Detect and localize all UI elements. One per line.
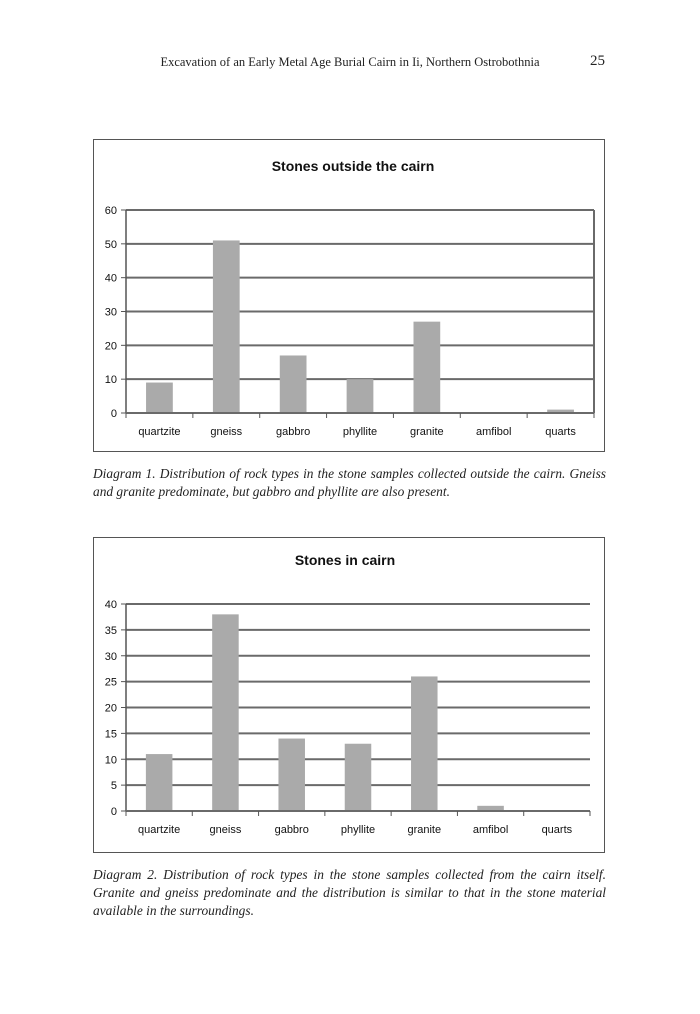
chart-1-title: Stones outside the cairn bbox=[271, 158, 435, 174]
chart-1-ytick-label: 30 bbox=[104, 306, 117, 319]
chart-1-bar bbox=[347, 379, 374, 413]
chart-2-category-label: quartzite bbox=[138, 824, 181, 836]
caption-diagram-2: Diagram 2. Distribution of rock types in the stone samples collected from the cairn itself. Granite and gneiss predominate and the distribution is similar to that in the stone material available in the surroundings. bbox=[93, 867, 606, 918]
chart-1-bar bbox=[413, 322, 440, 413]
chart-stones-in-cairn bbox=[93, 537, 605, 853]
chart-1-category-label: phyllite bbox=[342, 426, 378, 438]
chart-1-ytick-label: 20 bbox=[104, 340, 117, 353]
chart-2-ytick-label: 25 bbox=[104, 676, 117, 689]
chart-2-ytick-label: 30 bbox=[104, 650, 117, 663]
chart-2-category-label: gneiss bbox=[209, 824, 242, 836]
chart-2-bar bbox=[345, 744, 372, 811]
chart-2-category-label: amfibol bbox=[472, 824, 509, 836]
caption-diagram-1: Diagram 1. Distribution of rock types in the stone samples collected outside the cairn. Gneiss and granite predominate, but gabbro and phyllite are also present. bbox=[93, 466, 606, 499]
chart-2-category-label: phyllite bbox=[340, 824, 376, 836]
chart-2-bar bbox=[411, 676, 438, 811]
chart-1-svg bbox=[94, 140, 606, 453]
chart-2-bar bbox=[278, 739, 305, 811]
running-header-title: Excavation of an Early Metal Age Burial Cairn in Ii, Northern Ostrobothnia bbox=[160, 55, 540, 69]
chart-1-bar bbox=[146, 383, 173, 413]
chart-1-ytick-label: 40 bbox=[104, 272, 117, 285]
chart-2-ytick-label: 10 bbox=[104, 754, 117, 767]
chart-2-ytick-label: 35 bbox=[104, 624, 117, 637]
chart-2-category-label: gabbro bbox=[274, 824, 309, 836]
chart-1-ytick-label: 10 bbox=[104, 374, 117, 387]
chart-2-category-label: quarts bbox=[541, 824, 573, 836]
chart-1-ytick-label: 50 bbox=[104, 238, 117, 251]
chart-2-bar bbox=[212, 614, 239, 811]
chart-1-bar bbox=[280, 355, 307, 413]
chart-1-category-label: quartzite bbox=[138, 426, 181, 438]
chart-2-category-label: granite bbox=[407, 824, 442, 836]
chart-2-title: Stones in cairn bbox=[294, 552, 396, 568]
chart-1-category-label: gneiss bbox=[210, 426, 243, 438]
chart-2-ytick-label: 40 bbox=[104, 599, 117, 611]
chart-2-ytick-label: 5 bbox=[110, 780, 117, 793]
chart-1-ytick-label: 60 bbox=[104, 205, 117, 217]
chart-2-ytick-label: 0 bbox=[110, 806, 117, 818]
chart-1-category-label: amfibol bbox=[475, 426, 512, 438]
chart-2-bar bbox=[146, 754, 173, 811]
chart-2-svg bbox=[94, 538, 606, 854]
chart-stones-outside-cairn bbox=[93, 139, 605, 452]
chart-2-ytick-label: 15 bbox=[104, 728, 117, 741]
chart-1-category-label: gabbro bbox=[276, 426, 311, 438]
chart-1-category-label: quarts bbox=[545, 426, 576, 438]
chart-1-ytick-label: 0 bbox=[110, 408, 117, 420]
chart-1-category-label: granite bbox=[410, 426, 444, 438]
page-number: 25 bbox=[590, 53, 605, 69]
chart-2-ytick-label: 20 bbox=[104, 702, 117, 715]
chart-1-bar bbox=[213, 240, 240, 413]
